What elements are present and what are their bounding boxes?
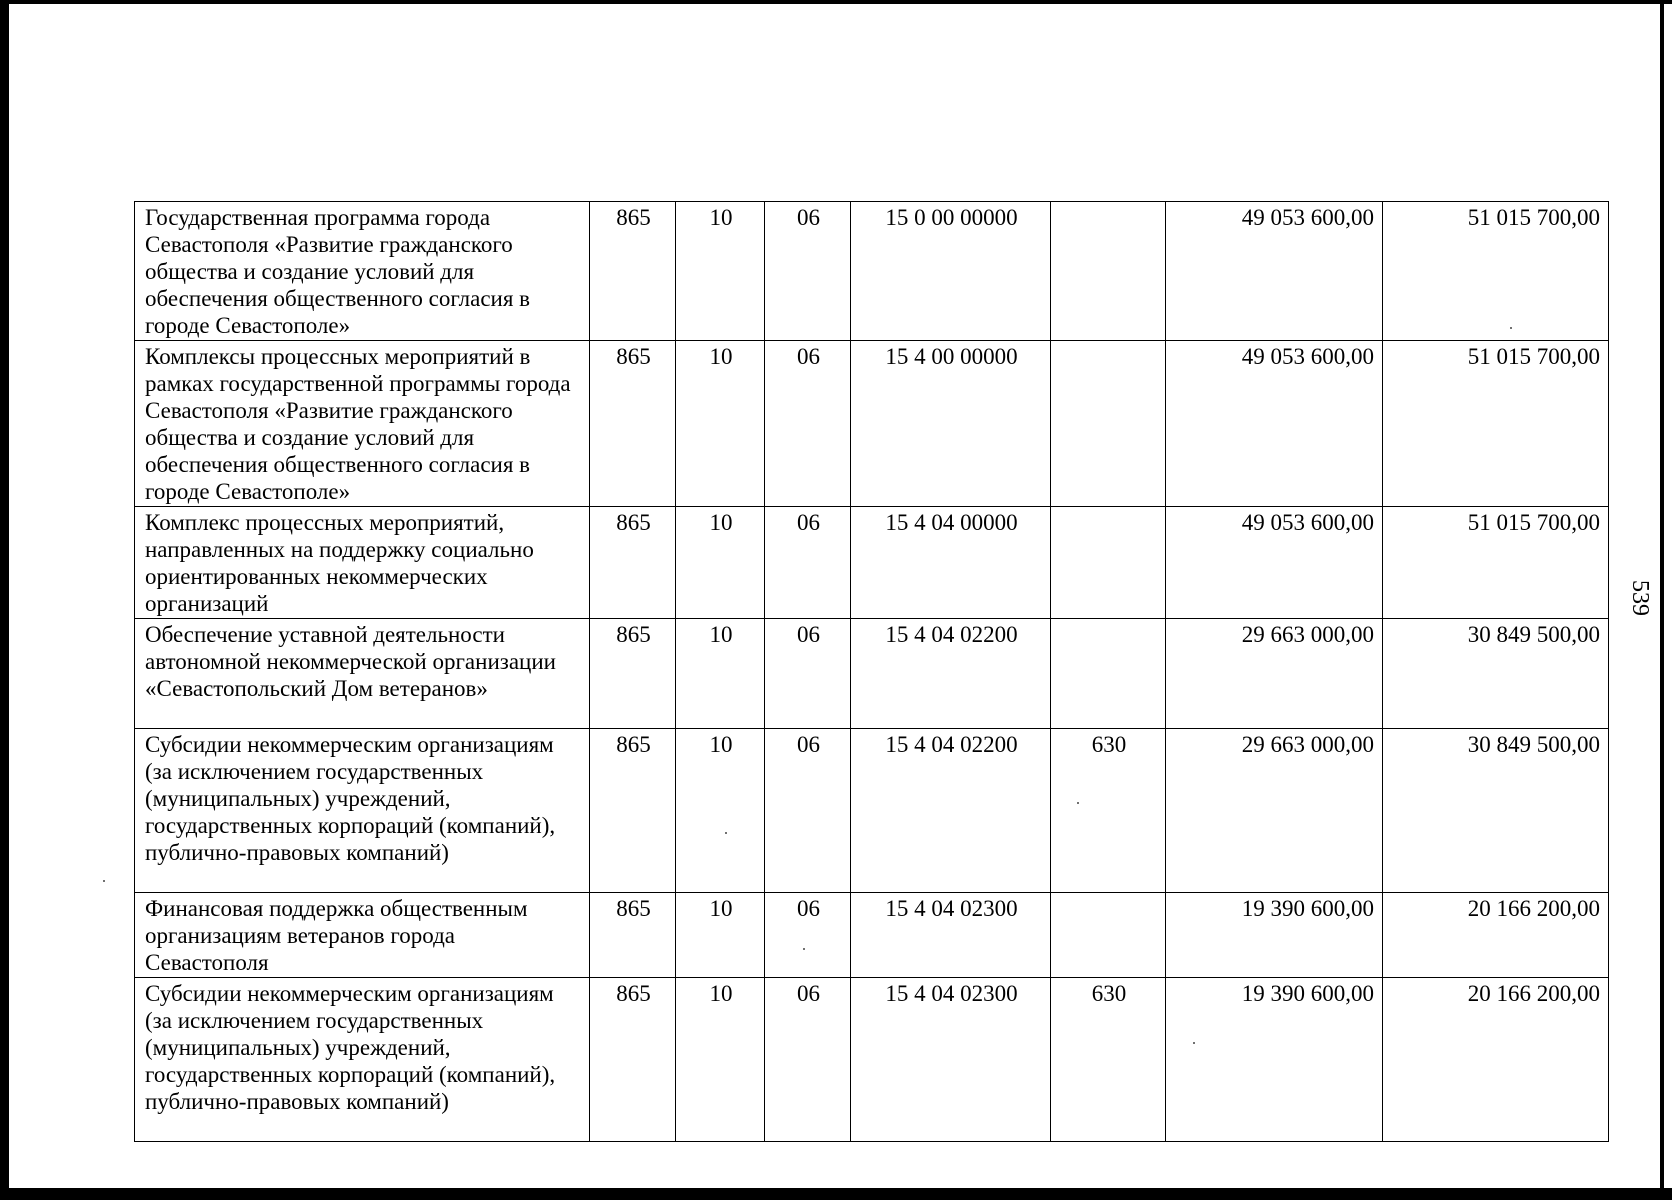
subsection-code: 06 — [765, 202, 851, 341]
scan-speck — [1077, 802, 1079, 804]
expense-type-code: 630 — [1051, 729, 1166, 893]
table-row — [135, 341, 1609, 507]
section-code: 10 — [676, 507, 765, 619]
scan-speck — [1510, 327, 1512, 329]
amount-second-year: 51 015 700,00 — [1383, 507, 1609, 619]
ministry-code: 865 — [590, 202, 676, 341]
ministry-code: 865 — [590, 729, 676, 893]
subsection-code: 06 — [765, 978, 851, 1142]
expense-type-code — [1051, 619, 1166, 729]
amount-first-year: 19 390 600,00 — [1166, 893, 1383, 978]
row-name: Субсидии некоммерческим организациям (за исключением государственных (муниципальных) учреждений, государственных корпораций (компаний), публично-правовых компаний) — [135, 729, 590, 893]
target-code: 15 4 04 02200 — [851, 619, 1051, 729]
subsection-code: 06 — [765, 729, 851, 893]
target-code: 15 4 00 00000 — [851, 341, 1051, 507]
section-code: 10 — [676, 202, 765, 341]
table-row — [135, 729, 1609, 893]
expense-type-code — [1051, 341, 1166, 507]
ministry-code: 865 — [590, 341, 676, 507]
row-name: Обеспечение уставной деятельности автономной некоммерческой организации «Севастопольский Дом ветеранов» — [135, 619, 590, 729]
target-code: 15 4 04 02300 — [851, 978, 1051, 1142]
ministry-code: 865 — [590, 978, 676, 1142]
amount-second-year: 51 015 700,00 — [1383, 341, 1609, 507]
expense-type-code: 630 — [1051, 978, 1166, 1142]
row-name: Комплекс процессных мероприятий, направленных на поддержку социально ориентированных некоммерческих организаций — [135, 507, 590, 619]
target-code: 15 4 04 00000 — [851, 507, 1051, 619]
section-code: 10 — [676, 619, 765, 729]
ministry-code: 865 — [590, 619, 676, 729]
target-code: 15 4 04 02200 — [851, 729, 1051, 893]
section-code: 10 — [676, 729, 765, 893]
subsection-code: 06 — [765, 619, 851, 729]
page-number: 539 — [1627, 580, 1653, 616]
amount-second-year: 30 849 500,00 — [1383, 729, 1609, 893]
scan-speck — [803, 948, 805, 950]
expense-type-code — [1051, 507, 1166, 619]
expense-type-code — [1051, 893, 1166, 978]
table-row — [135, 202, 1609, 341]
scan-speck — [725, 832, 727, 834]
scan-border-left — [0, 0, 9, 1200]
scan-border-top — [0, 0, 1672, 4]
row-name: Комплексы процессных мероприятий в рамках государственной программы города Севастополя «Развитие гражданского общества и создание условий для обеспечения общественного согласия в городе Севастополе» — [135, 341, 590, 507]
amount-first-year: 49 053 600,00 — [1166, 202, 1383, 341]
amount-first-year: 49 053 600,00 — [1166, 507, 1383, 619]
table-row — [135, 619, 1609, 729]
section-code: 10 — [676, 893, 765, 978]
target-code: 15 4 04 02300 — [851, 893, 1051, 978]
expense-type-code — [1051, 202, 1166, 341]
ministry-code: 865 — [590, 507, 676, 619]
subsection-code: 06 — [765, 507, 851, 619]
amount-first-year: 49 053 600,00 — [1166, 341, 1383, 507]
scan-border-right — [1660, 0, 1664, 1200]
table-row — [135, 893, 1609, 978]
row-name: Субсидии некоммерческим организациям (за исключением государственных (муниципальных) учреждений, государственных корпораций (компаний), публично-правовых компаний) — [135, 978, 590, 1142]
budget-table — [134, 201, 1609, 1142]
amount-first-year: 19 390 600,00 — [1166, 978, 1383, 1142]
subsection-code: 06 — [765, 341, 851, 507]
amount-second-year: 51 015 700,00 — [1383, 202, 1609, 341]
target-code: 15 0 00 00000 — [851, 202, 1051, 341]
subsection-code: 06 — [765, 893, 851, 978]
amount-first-year: 29 663 000,00 — [1166, 619, 1383, 729]
row-name: Финансовая поддержка общественным организациям ветеранов города Севастополя — [135, 893, 590, 978]
section-code: 10 — [676, 978, 765, 1142]
table-row — [135, 507, 1609, 619]
amount-second-year: 20 166 200,00 — [1383, 893, 1609, 978]
table-row — [135, 978, 1609, 1142]
amount-second-year: 20 166 200,00 — [1383, 978, 1609, 1142]
scan-speck — [103, 880, 105, 882]
ministry-code: 865 — [590, 893, 676, 978]
amount-second-year: 30 849 500,00 — [1383, 619, 1609, 729]
section-code: 10 — [676, 341, 765, 507]
scan-border-bottom — [0, 1188, 1672, 1200]
scan-speck — [1193, 1042, 1195, 1044]
amount-first-year: 29 663 000,00 — [1166, 729, 1383, 893]
row-name: Государственная программа города Севастополя «Развитие гражданского общества и создание условий для обеспечения общественного согласия в городе Севастополе» — [135, 202, 590, 341]
